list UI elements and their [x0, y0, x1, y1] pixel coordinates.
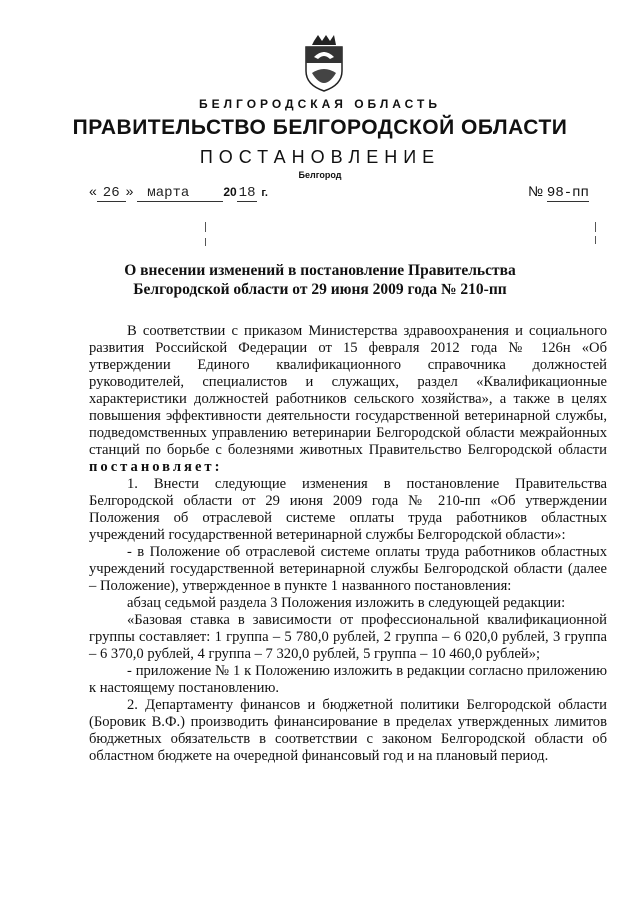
preamble-text: В соответствии с приказом Министерства здравоохранения и социального развития Российской Федерации от 15 февраля 2012 года № 126н «Об утверждении Единого квалификационного справочника должностей руководителей, специалистов и служащих, раздел «Квалификационные характеристики должностей работников сельского хозяйства», а также в целях повышения эффективности деятельности государственной ветеринарной службы, подведомственных управлению ветеринарии Белгородской области межрайонных станций по борьбе с болезнями животных Правительство Белгородской области — [89, 323, 607, 458]
section-3-paragraph: абзац седьмой раздела 3 Положения изложить в следующей редакции: — [127, 595, 566, 611]
document-title — [0, 261, 640, 299]
document-date — [89, 183, 268, 201]
registration-tick-left — [205, 222, 206, 232]
date-year-suffix: 18 — [238, 185, 256, 201]
document-type: ПОСТАНОВЛЕНИЕ — [199, 147, 441, 167]
government-name: ПРАВИТЕЛЬСТВО БЕЛГОРОДСКОЙ ОБЛАСТИ — [72, 116, 568, 139]
coat-of-arms-emblem — [300, 33, 348, 93]
date-day: 26 — [97, 185, 126, 202]
registration-tick-right-2 — [595, 236, 596, 244]
date-month: марта — [137, 185, 223, 202]
city-name: Белгород — [298, 170, 342, 180]
region-name: БЕЛГОРОДСКАЯ ОБЛАСТЬ — [199, 97, 441, 111]
resolves-keyword: постановляет: — [89, 459, 223, 475]
base-rate-paragraph: «Базовая ставка в зависимости от профессиональной квалификационной группы составляет: 1 группа – 5 780,0 рублей, 2 группа – 6 020,0 рублей, 3 группа – 6 370,0 рублей, 4 группа – 7 320,0 рублей, 5 группа – 10 460,0 рублей»; — [89, 612, 607, 662]
title-line-1: О внесении изменений в постановление Правительства — [124, 262, 516, 279]
registration-tick-left-2 — [205, 238, 206, 246]
item-2-paragraph: 2. Департаменту финансов и бюджетной политики Белгородской области (Боровик В.Ф.) производить финансирование в пределах утвержденных лимитов бюджетных обязательств в соответствии с законом Белгородской области об областном бюджете на очередной финансовый год и на плановый период. — [89, 697, 607, 764]
date-open-quote: « — [89, 183, 97, 199]
appendix-paragraph: - приложение № 1 к Положению изложить в редакции согласно приложению к настоящему постановлению. — [89, 663, 607, 696]
registration-tick-right — [595, 222, 596, 232]
number-value: 98-пп — [546, 185, 589, 201]
document-body — [89, 323, 607, 765]
document-number — [528, 183, 589, 201]
date-year-prefix: 20 — [223, 185, 237, 199]
date-close-quote: » — [125, 183, 134, 199]
preamble-paragraph — [89, 323, 607, 476]
subitem-regulation-paragraph: - в Положение об отраслевой системе оплаты труда работников областных учреждений государственной ветеринарной службы Белгородской области (далее – Положение), утвержденное в пункте 1 названного постановления: — [89, 544, 607, 594]
title-line-2: Белгородской области от 29 июня 2009 года № 210-пп — [133, 281, 507, 298]
item-1-paragraph: 1. Внести следующие изменения в постановление Правительства Белгородской области от 29 июня 2009 года № 210-пп «Об утверждении Положения об отраслевой системе оплаты труда работников областных учреждений государственной ветеринарной службы Белгородской области»: — [89, 476, 607, 543]
number-prefix: № — [528, 183, 544, 199]
date-year-mark: г. — [261, 187, 268, 199]
